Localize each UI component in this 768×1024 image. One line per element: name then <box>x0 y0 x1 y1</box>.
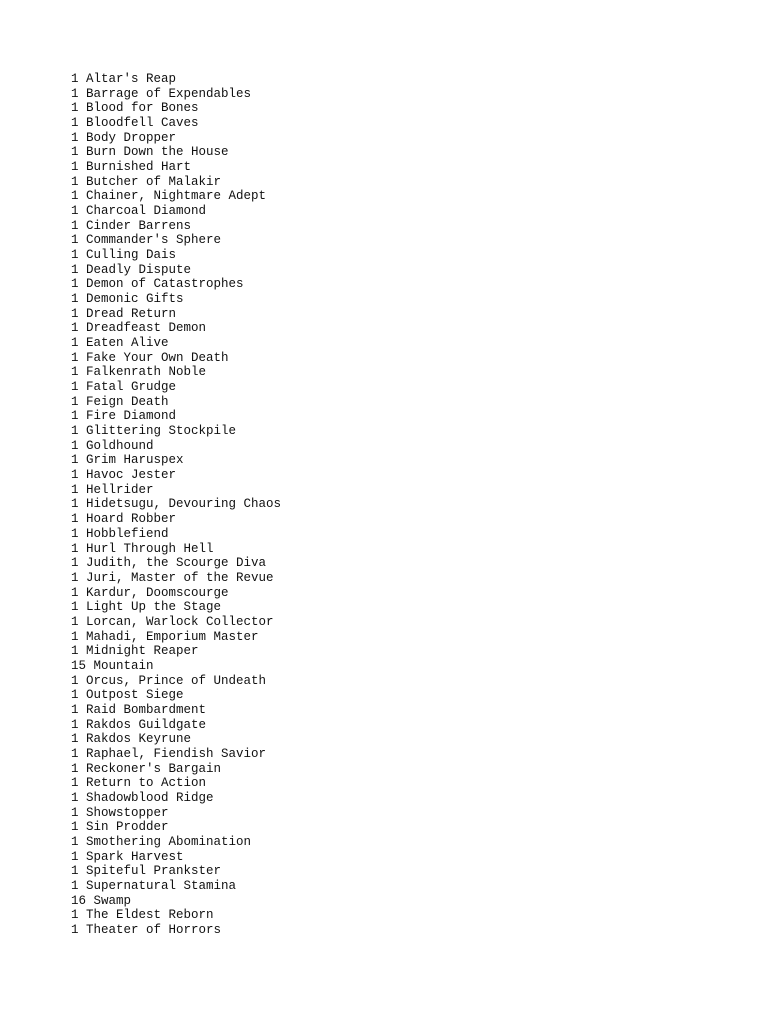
decklist-entry: 1 Fire Diamond <box>71 409 177 424</box>
decklist-entry: 1 Sin Prodder <box>71 820 169 835</box>
decklist-entry: 1 The Eldest Reborn <box>71 908 214 923</box>
decklist-entry: 1 Orcus, Prince of Undeath <box>71 673 267 688</box>
decklist-entry: 1 Kardur, Doomscourge <box>71 585 229 600</box>
decklist <box>71 72 281 938</box>
decklist-entry: 1 Spiteful Prankster <box>71 864 222 879</box>
decklist-entry: 1 Smothering Abomination <box>71 834 252 849</box>
decklist-entry: 1 Feign Death <box>71 394 169 409</box>
decklist-entry: 1 Fatal Grudge <box>71 380 177 395</box>
decklist-entry: 1 Chainer, Nightmare Adept <box>71 189 267 204</box>
decklist-entry: 16 Swamp <box>71 893 132 908</box>
decklist-entry: 1 Hurl Through Hell <box>71 541 214 556</box>
decklist-entry: 1 Supernatural Stamina <box>71 878 237 893</box>
decklist-entry: 1 Rakdos Guildgate <box>71 717 207 732</box>
decklist-entry: 1 Hellrider <box>71 482 154 497</box>
decklist-entry: 1 Burn Down the House <box>71 145 229 160</box>
decklist-entry: 1 Judith, the Scourge Diva <box>71 556 267 571</box>
decklist-entry: 1 Hidetsugu, Devouring Chaos <box>71 497 282 512</box>
decklist-entry: 1 Commander's Sphere <box>71 233 222 248</box>
decklist-entry: 1 Havoc Jester <box>71 468 177 483</box>
decklist-entry: 1 Return to Action <box>71 776 207 791</box>
decklist-entry: 1 Spark Harvest <box>71 849 184 864</box>
decklist-entry: 1 Grim Haruspex <box>71 453 184 468</box>
decklist-entry: 1 Raid Bombardment <box>71 702 207 717</box>
decklist-entry: 1 Dreadfeast Demon <box>71 321 207 336</box>
decklist-entry: 1 Bloodfell Caves <box>71 116 199 131</box>
decklist-entry: 1 Body Dropper <box>71 130 177 145</box>
decklist-entry: 1 Dread Return <box>71 306 177 321</box>
decklist-entry: 1 Goldhound <box>71 438 154 453</box>
decklist-entry: 1 Mahadi, Emporium Master <box>71 629 259 644</box>
decklist-entry: 1 Outpost Siege <box>71 688 184 703</box>
decklist-entry: 1 Blood for Bones <box>71 101 199 116</box>
decklist-entry: 1 Raphael, Fiendish Savior <box>71 746 267 761</box>
decklist-entry: 1 Deadly Dispute <box>71 262 192 277</box>
decklist-entry: 1 Glittering Stockpile <box>71 424 237 439</box>
decklist-entry: 1 Theater of Horrors <box>71 922 222 937</box>
decklist-entry: 1 Fake Your Own Death <box>71 350 229 365</box>
decklist-entry: 1 Midnight Reaper <box>71 644 199 659</box>
decklist-entry: 1 Juri, Master of the Revue <box>71 570 274 585</box>
decklist-entry: 1 Barrage of Expendables <box>71 86 252 101</box>
decklist-entry: 1 Burnished Hart <box>71 160 192 175</box>
decklist-entry: 1 Butcher of Malakir <box>71 174 222 189</box>
decklist-entry: 1 Falkenrath Noble <box>71 365 207 380</box>
decklist-entry: 1 Rakdos Keyrune <box>71 732 192 747</box>
decklist-entry: 1 Lorcan, Warlock Collector <box>71 614 274 629</box>
decklist-entry: 1 Light Up the Stage <box>71 600 222 615</box>
decklist-entry: 1 Shadowblood Ridge <box>71 790 214 805</box>
decklist-entry: 1 Hoard Robber <box>71 512 177 527</box>
decklist-entry: 1 Demonic Gifts <box>71 292 184 307</box>
decklist-entry: 1 Culling Dais <box>71 248 177 263</box>
decklist-entry: 1 Charcoal Diamond <box>71 204 207 219</box>
decklist-entry: 1 Eaten Alive <box>71 336 169 351</box>
decklist-entry: 1 Cinder Barrens <box>71 218 192 233</box>
decklist-entry: 1 Showstopper <box>71 805 169 820</box>
decklist-entry: 1 Reckoner's Bargain <box>71 761 222 776</box>
decklist-entry: 15 Mountain <box>71 658 154 673</box>
decklist-entry: 1 Hobblefiend <box>71 526 169 541</box>
decklist-entry: 1 Altar's Reap <box>71 72 177 86</box>
decklist-entry: 1 Demon of Catastrophes <box>71 277 244 292</box>
